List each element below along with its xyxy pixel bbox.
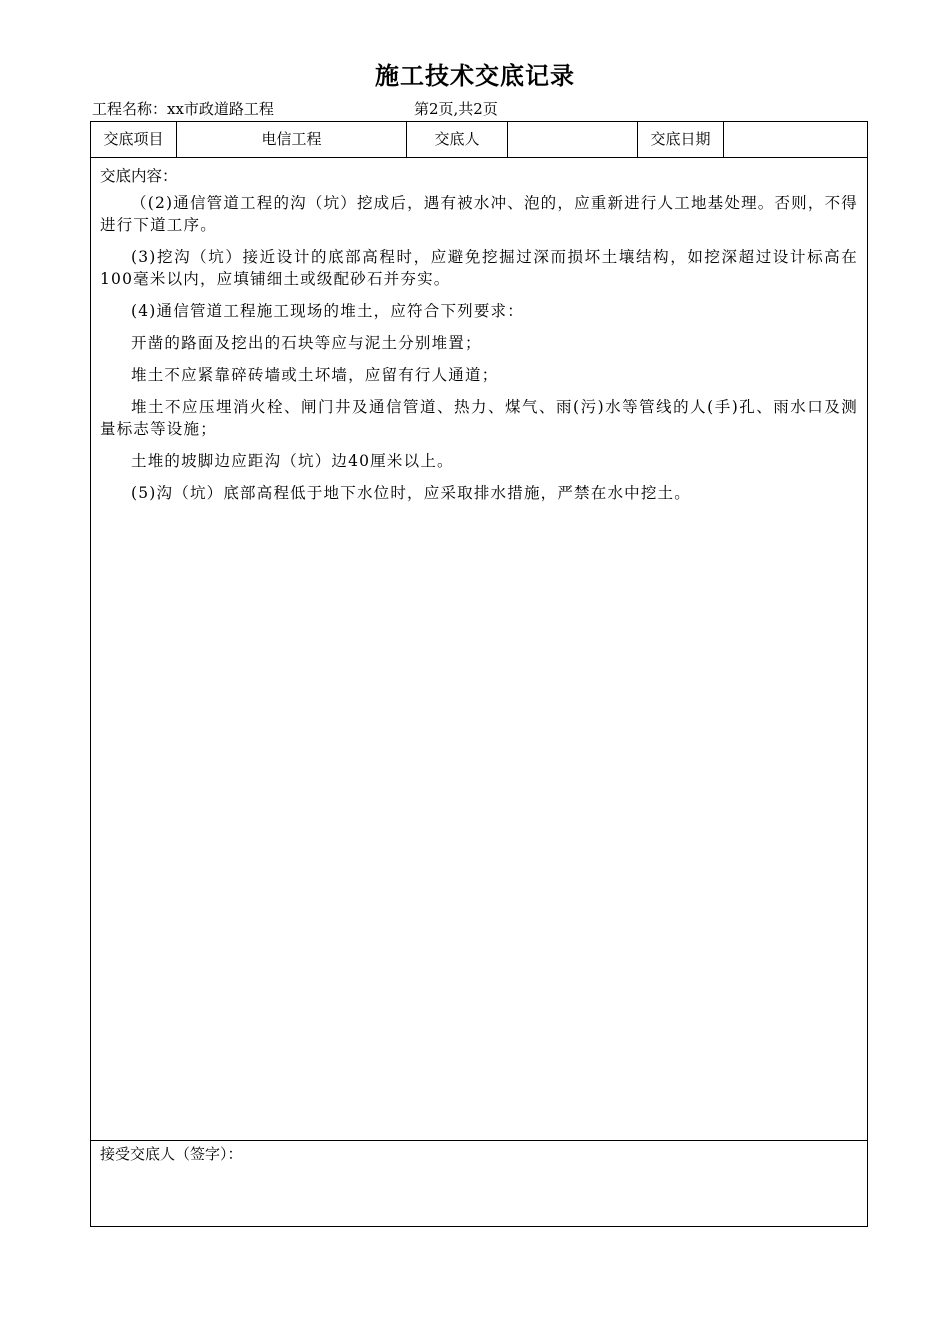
content-label: 交底内容：	[100, 167, 178, 185]
person-value[interactable]	[508, 122, 638, 157]
content-paragraph: （(2)通信管道工程的沟（坑）挖成后，遇有被水冲、泡的，应重新进行人工地基处理。否则，不得进行下道工序。	[100, 194, 858, 234]
content-paragraph: 开凿的路面及挖出的石块等应与泥土分别堆置；	[131, 334, 482, 352]
page-info: 第2页,共2页	[414, 100, 498, 118]
date-value[interactable]	[724, 122, 867, 157]
content-paragraph: (5)沟（坑）底部高程低于地下水位时，应采取排水措施，严禁在水中挖土。	[131, 484, 691, 502]
content-paragraph: (4)通信管道工程施工现场的堆土，应符合下列要求：	[131, 302, 524, 320]
content-paragraph: 堆土不应紧靠碎砖墙或土坏墙，应留有行人通道；	[131, 366, 499, 384]
item-value[interactable]: 电信工程	[177, 122, 407, 157]
person-label: 交底人	[407, 122, 508, 157]
project-name: 工程名称：xx市政道路工程	[92, 100, 274, 118]
document-meta	[92, 99, 498, 119]
document-title: 施工技术交底记录	[375, 61, 575, 90]
record-table	[90, 121, 868, 1227]
signature-label: 接受交底人（签字）：	[100, 1145, 243, 1163]
content-paragraph: 土堆的坡脚边应距沟（坑）边40厘米以上。	[131, 452, 454, 470]
item-label: 交底项目	[91, 122, 177, 157]
header-row	[91, 122, 867, 158]
content-paragraph: (3)挖沟（坑）接近设计的底部高程时，应避免挖掘过深而损坏土壤结构，如挖深超过设计标高在100毫米以内，应填铺细土或级配砂石并夯实。	[100, 248, 858, 288]
content-area	[91, 158, 867, 1141]
content-paragraph: 堆土不应压埋消火栓、闸门井及通信管道、热力、煤气、雨(污)水等管线的人(手)孔、雨水口及测量标志等设施；	[100, 398, 858, 438]
date-label: 交底日期	[638, 122, 724, 157]
signature-area[interactable]	[91, 1141, 867, 1226]
